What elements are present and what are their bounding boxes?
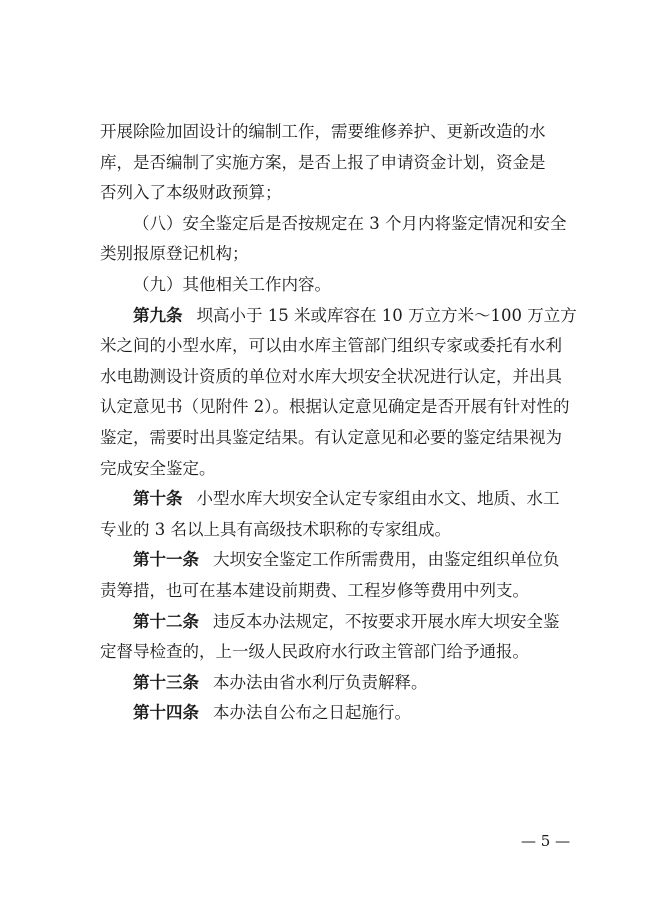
article-14-heading: 第十四条 xyxy=(133,703,199,723)
text-line: 否列入了本级财政预算； xyxy=(100,183,282,203)
text-line: 认定意见书（见附件 2）。根据认定意见确定是否开展有针对性的 xyxy=(100,397,570,417)
text-line: 库，是否编制了实施方案，是否上报了申请资金计划，资金是 xyxy=(100,152,546,172)
text-line: 专业的 3 名以上具有高级技术职称的专家组成。 xyxy=(100,519,451,539)
article-12-heading: 第十二条 xyxy=(133,611,199,631)
article-13-text: 本办法由省水利厅负责解释。 xyxy=(213,672,428,692)
article-9-first-line xyxy=(100,301,577,332)
article-10-heading: 第十条 xyxy=(133,489,183,509)
article-14-text: 本办法自公布之日起施行。 xyxy=(213,703,411,723)
article-12-text: 违反本办法规定，不按要求开展水库大坝安全鉴 xyxy=(213,611,560,631)
document-body xyxy=(100,117,577,729)
text-line: 米之间的小型水库，可以由水库主管部门组织专家或委托有水利 xyxy=(100,336,562,356)
item-nine: （九）其他相关工作内容。 xyxy=(133,274,331,294)
item-eight: （八）安全鉴定后是否按规定在 3 个月内将鉴定情况和安全 xyxy=(133,213,567,233)
text-line: 鉴定，需要时出具鉴定结果。有认定意见和必要的鉴定结果视为 xyxy=(100,427,562,447)
article-11-heading: 第十一条 xyxy=(133,550,199,570)
text-line: 开展除险加固设计的编制工作，需要维修养护、更新改造的水 xyxy=(100,122,546,141)
article-12-first-line xyxy=(100,607,558,638)
article-10-text: 小型水库大坝安全认定专家组由水文、地质、水工 xyxy=(196,489,560,509)
article-11-text: 大坝安全鉴定工作所需费用，由鉴定组织单位负 xyxy=(213,550,560,570)
page-number: — 5 — xyxy=(521,832,571,850)
article-13-line xyxy=(100,668,558,699)
article-10-first-line xyxy=(100,484,558,515)
article-14-line xyxy=(100,698,558,729)
text-line: 类别报原登记机构； xyxy=(100,244,249,264)
text-line: 责筹措，也可在基本建设前期费、工程岁修等费用中列支。 xyxy=(100,580,529,600)
article-11-first-line xyxy=(100,545,558,576)
article-13-heading: 第十三条 xyxy=(133,672,199,692)
article-9-heading: 第九条 xyxy=(133,305,183,325)
text-line: 完成安全鉴定。 xyxy=(100,458,216,478)
text-line: 定督导检查的，上一级人民政府水行政主管部门给予通报。 xyxy=(100,642,529,662)
article-9-text: 坝高小于 15 米或库容在 10 万立方米～100 万立方 xyxy=(196,305,577,325)
text-line: 水电勘测设计资质的单位对水库大坝安全状况进行认定，并出具 xyxy=(100,366,562,386)
